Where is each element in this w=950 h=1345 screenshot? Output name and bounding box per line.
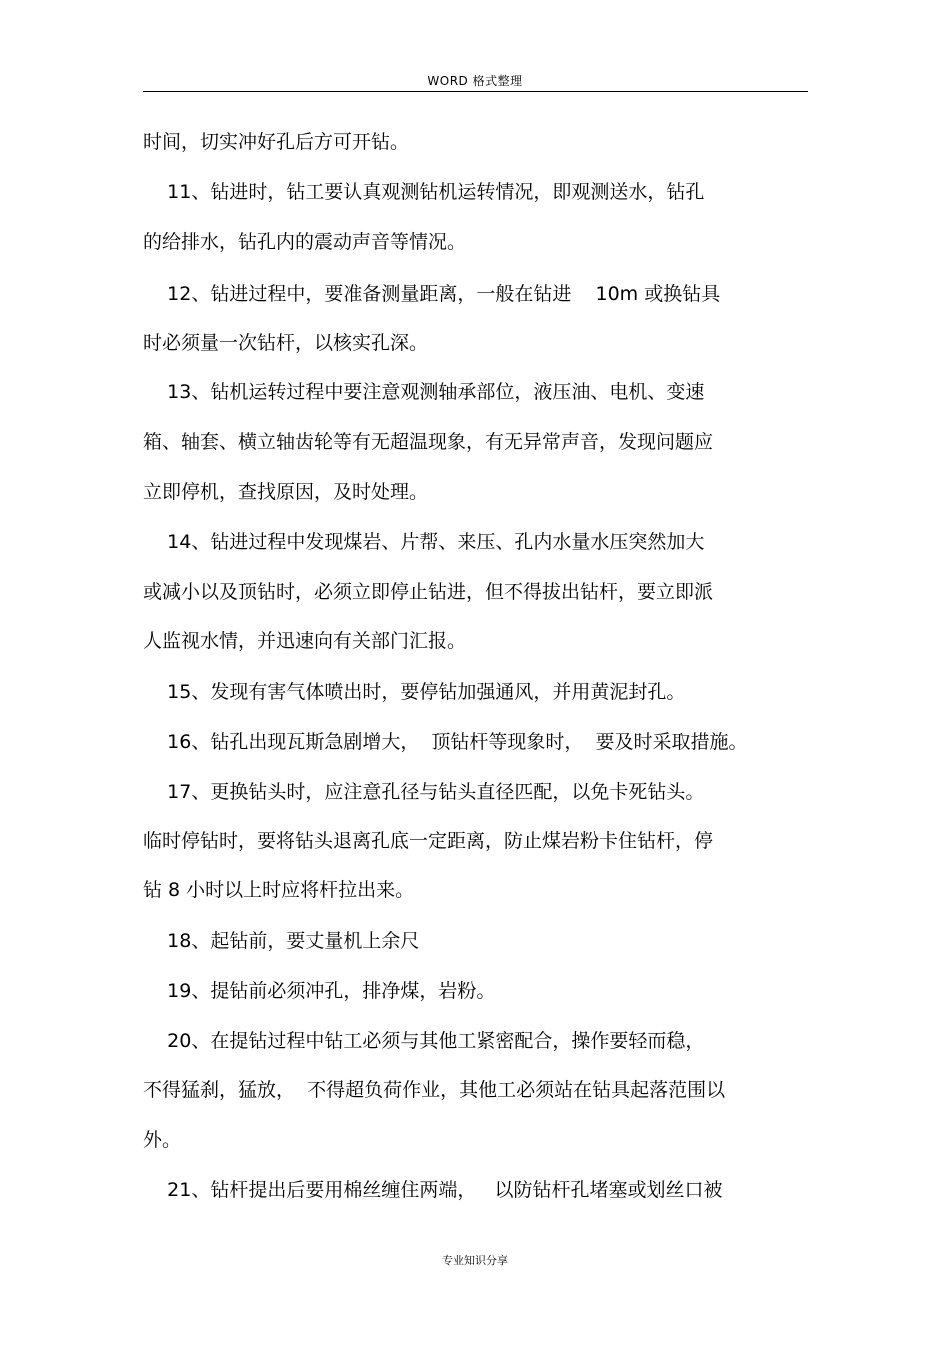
text-line: 12、钻进过程中，要准备测量距离，一般在钻进 10m 或换钻具 [143, 283, 721, 305]
text-line: 16、钻孔出现瓦斯急剧增大， 顶钻杆等现象时， 要及时采取措施。 [143, 731, 748, 753]
text-line: 19、提钻前必须冲孔，排净煤，岩粉。 [143, 980, 496, 1002]
text-line: 21、钻杆提出后要用棉丝缠住两端， 以防钻杆孔堵塞或划丝口被 [143, 1179, 723, 1201]
text-line: 13、钻机运转过程中要注意观测轴承部位，液压油、电机、变速 [143, 381, 705, 403]
text-line: 时间，切实冲好孔后方可开钻。 [143, 131, 410, 153]
text-line: 钻 8 小时以上时应将杆拉出来。 [143, 879, 415, 901]
header-divider [143, 91, 808, 92]
text-line: 外。 [143, 1129, 182, 1151]
text-line: 箱、轴套、横立轴齿轮等有无超温现象，有无异常声音，发现问题应 [143, 431, 714, 453]
text-line: 临时停钻时，要将钻头退离孔底一定距离，防止煤岩粉卡住钻杆，停 [143, 830, 714, 852]
text-line: 15、发现有害气体喷出时，要停钻加强通风，并用黄泥封孔。 [143, 681, 686, 703]
text-line: 17、更换钻头时，应注意孔径与钻头直径匹配，以免卡死钻头。 [143, 781, 705, 803]
text-line: 11、钻进时，钻工要认真观测钻机运转情况，即观测送水，钻孔 [143, 181, 705, 203]
text-line: 14、钻进过程中发现煤岩、片帮、来压、孔内水量水压突然加大 [143, 531, 705, 553]
text-line: 人监视水情，并迅速向有关部门汇报。 [143, 630, 467, 652]
text-line: 时必须量一次钻杆，以核实孔深。 [143, 332, 429, 354]
text-line: 立即停机，查找原因，及时处理。 [143, 481, 429, 503]
text-line: 或减小以及顶钻时，必须立即停止钻进，但不得拔出钻杆，要立即派 [143, 581, 714, 603]
text-line: 不得猛刹，猛放， 不得超负荷作业，其他工必须站在钻具起落范围以 [143, 1079, 726, 1101]
page-header: WORD 格式整理 [427, 74, 523, 88]
text-line: 的给排水，钻孔内的震动声音等情况。 [143, 231, 467, 253]
page-footer: 专业知识分享 [442, 1254, 508, 1267]
text-line: 20、在提钻过程中钻工必须与其他工紧密配合，操作要轻而稳， [143, 1030, 705, 1052]
text-line: 18、起钻前，要丈量机上余尺 [143, 930, 420, 952]
